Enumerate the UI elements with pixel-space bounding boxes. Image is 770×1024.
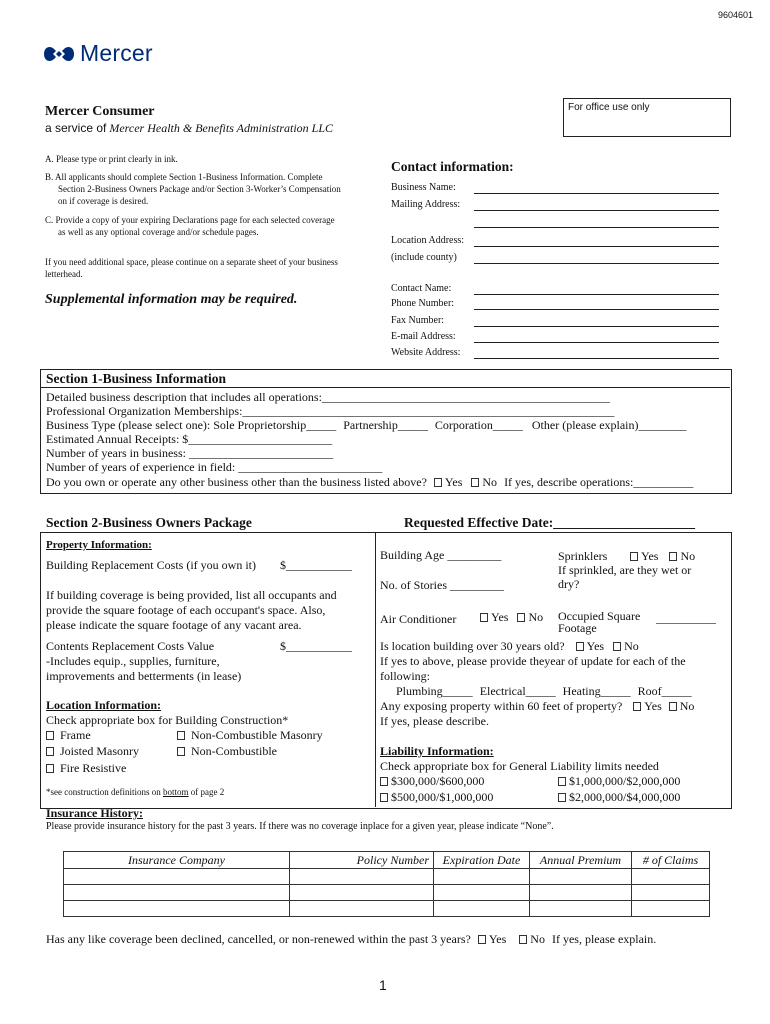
fire-resistive-option: Fire Resistive	[46, 761, 126, 776]
instruction-c1: C. Provide a copy of your expiring Declarations page for each selected coverage	[45, 215, 335, 225]
fire-resistive-checkbox[interactable]	[46, 764, 54, 773]
other-option[interactable]: Other (please explain)________	[531, 418, 687, 432]
if-building-text-3: please indicate the square footage of any vacant area.	[46, 618, 302, 632]
website-field[interactable]	[474, 358, 719, 359]
bottom-link[interactable]: bottom	[162, 787, 189, 797]
phone-field[interactable]	[474, 309, 719, 310]
instruction-a: A. Please type or print clearly in ink.	[45, 154, 178, 164]
table-cell[interactable]	[632, 869, 710, 885]
table-cell[interactable]	[434, 885, 530, 901]
frame-checkbox[interactable]	[46, 731, 54, 740]
policy-number-header: Policy Number	[290, 852, 434, 869]
years-in-business-field[interactable]: Number of years in business: ________________________	[46, 446, 333, 460]
business-name-field[interactable]	[474, 193, 719, 194]
claims-header: # of Claims	[632, 852, 710, 869]
location-info-heading: Location Information:	[46, 698, 161, 712]
exposing-yes-checkbox[interactable]	[633, 702, 641, 711]
noncombustible-checkbox[interactable]	[177, 747, 185, 756]
years-experience-field[interactable]: Number of years of experience in field: ________________________	[46, 460, 383, 474]
document-number: 9604601	[718, 10, 754, 20]
limit-500k-checkbox[interactable]	[380, 793, 388, 802]
table-row	[64, 869, 710, 885]
noncomb-option: Non-Combustible	[177, 744, 277, 759]
table-header-row	[64, 852, 710, 869]
joisted-masonry-checkbox[interactable]	[46, 747, 54, 756]
plumbing-field[interactable]: Plumbing_____	[396, 684, 473, 698]
describe-text: If yes, please describe.	[380, 714, 489, 728]
table-row	[64, 901, 710, 917]
joisted-option: Joisted Masonry	[46, 744, 139, 759]
fax-field[interactable]	[474, 326, 719, 327]
table-cell[interactable]	[64, 885, 290, 901]
other-business-no-checkbox[interactable]	[471, 478, 479, 487]
email-label: E-mail Address:	[391, 331, 456, 342]
table-cell[interactable]	[434, 901, 530, 917]
corporation-option[interactable]: Corporation_____	[434, 418, 523, 432]
contents-label-1: Contents Replacement Costs Value	[46, 639, 215, 653]
table-cell[interactable]	[530, 885, 632, 901]
insurance-company-header: Insurance Company	[64, 852, 290, 869]
property-info-heading: Property Information:	[46, 539, 152, 551]
limit-2m-checkbox[interactable]	[558, 793, 566, 802]
table-row	[64, 885, 710, 901]
construction-instruction: Check appropriate box for Building Construction*	[46, 713, 289, 727]
heating-field[interactable]: Heating_____	[562, 684, 631, 698]
other-business-yes-checkbox[interactable]	[434, 478, 442, 487]
instruction-b2: Section 2-Business Owners Package and/or Section 3-Worker’s Compensation	[58, 184, 341, 194]
table-cell[interactable]	[632, 885, 710, 901]
update-text-2: following:	[380, 669, 430, 683]
fax-label: Fax Number:	[391, 315, 445, 326]
occupied-square-label-2: Footage	[558, 621, 597, 635]
phone-label: Phone Number:	[391, 298, 455, 309]
website-label: Website Address:	[391, 347, 461, 358]
building-replacement-label: Building Replacement Costs (if you own it)	[46, 558, 256, 572]
instruction-c2: as well as any optional coverage and/or schedule pages.	[58, 227, 259, 237]
table-cell[interactable]	[64, 869, 290, 885]
business-type-row	[46, 418, 687, 433]
declined-no-checkbox[interactable]	[519, 935, 527, 944]
instruction-extra2: letterhead.	[45, 269, 83, 279]
frame-option: Frame	[46, 728, 91, 743]
instruction-b3: on if coverage is desired.	[58, 196, 149, 206]
over-30-no-checkbox[interactable]	[613, 642, 621, 651]
contents-label-2: -Includes equip., supplies, furniture,	[46, 654, 220, 668]
partnership-option[interactable]: Partnership_____	[343, 418, 428, 432]
table-cell[interactable]	[530, 869, 632, 885]
mercer-logo	[42, 40, 153, 67]
occupied-square-label-1: Occupied Square	[558, 609, 641, 623]
exposing-row: Any exposing property within 60 feet of property? Yes No	[380, 699, 695, 713]
air-conditioner-yes-checkbox[interactable]	[480, 613, 488, 622]
mercer-logo-icon	[42, 43, 76, 65]
table-cell[interactable]	[632, 901, 710, 917]
construction-definitions-note: *see construction definitions on bottom of page 2	[46, 787, 225, 797]
location-address-field-2[interactable]	[474, 263, 719, 264]
mailing-address-field-2[interactable]	[474, 227, 719, 228]
instruction-b1: B. All applicants should complete Section 1-Business Information. Complete	[45, 172, 323, 182]
annual-premium-header: Annual Premium	[530, 852, 632, 869]
occupied-square-field[interactable]: __________	[656, 611, 716, 625]
mailing-address-label: Mailing Address:	[391, 199, 461, 210]
insurance-history-table	[63, 851, 710, 917]
noncomb-masonry-option: Non-Combustible Masonry	[177, 728, 323, 743]
insurance-instruction: Please provide insurance history for the past 3 years. If there was no coverage inplace for a given year, please indicate “None”.	[46, 821, 554, 832]
contents-label-3: improvements and betterments (in lease)	[46, 669, 242, 683]
service-line: a service of Mercer Health & Benefits Administration LLC	[45, 121, 334, 135]
contact-name-field[interactable]	[474, 294, 719, 295]
update-years-row	[396, 684, 692, 699]
limit-300k-checkbox[interactable]	[380, 777, 388, 786]
contact-name-label: Contact Name:	[391, 283, 452, 294]
sprinklers-options: Yes No	[630, 549, 695, 564]
air-conditioner-options: Yes No	[480, 610, 543, 625]
effective-date-field[interactable]: Requested Effective Date:_____________________	[404, 515, 695, 530]
sprinklers-no-checkbox[interactable]	[669, 552, 677, 561]
sprinklers-label: Sprinklers	[558, 549, 608, 563]
supplemental-note: Supplemental information may be required.	[45, 292, 298, 307]
instruction-extra1: If you need additional space, please continue on a separate sheet of your business	[45, 257, 338, 267]
limit-500k-option: $500,000/$1,000,000	[380, 790, 493, 805]
location-address-field[interactable]	[474, 246, 719, 247]
liability-info-heading: Liability Information:	[380, 744, 494, 758]
page-number: 1	[379, 977, 387, 993]
mailing-address-field[interactable]	[474, 210, 719, 211]
business-description[interactable]: Detailed business description that includes all operations:________________________________________________	[46, 390, 610, 404]
liability-instruction: Check appropriate box for General Liability limits needed	[380, 759, 659, 773]
limit-300k-option: $300,000/$600,000	[380, 774, 484, 789]
limit-1m-checkbox[interactable]	[558, 777, 566, 786]
section2-divider	[375, 533, 376, 807]
contact-heading: Contact information:	[391, 159, 514, 174]
annual-receipts-field[interactable]: Estimated Annual Receipts: $________________________	[46, 432, 333, 446]
section1-divider	[41, 387, 730, 388]
sprinkled-question-2: dry?	[558, 577, 580, 591]
if-building-text-2: provide the square footage of each occupant's space. Also,	[46, 603, 326, 617]
electrical-field[interactable]: Electrical_____	[479, 684, 556, 698]
if-building-text-1: If building coverage is being provided, list all occupants and	[46, 588, 337, 602]
contents-replacement-field[interactable]: $___________	[280, 639, 352, 653]
declined-yes-checkbox[interactable]	[478, 935, 486, 944]
table-cell[interactable]	[530, 901, 632, 917]
other-business-row: Do you own or operate any other business other than the business listed above? Yes No If yes, describe operations:__________	[46, 475, 694, 489]
organization-memberships[interactable]: Professional Organization Memberships:______________________________________________________________	[46, 404, 615, 418]
noncombustible-masonry-checkbox[interactable]	[177, 731, 185, 740]
location-address-label: Location Address:	[391, 235, 465, 246]
update-text-1: If yes to above, please provide theyear of update for each of the	[380, 654, 686, 668]
sprinkled-question-1: If sprinkled, are they wet or	[558, 563, 692, 577]
table-cell[interactable]	[290, 869, 434, 885]
declined-row: Has any like coverage been declined, cancelled, or non-renewed within the past 3 years? Yes No If yes, please explain.	[46, 932, 657, 946]
sprinklers-yes-checkbox[interactable]	[630, 552, 638, 561]
business-name-label: Business Name:	[391, 182, 456, 193]
limit-2m-option: $2,000,000/$4,000,000	[558, 790, 680, 805]
air-conditioner-label: Air Conditioner	[380, 612, 457, 626]
table-cell[interactable]	[64, 901, 290, 917]
over-30-row: Is location building over 30 years old? Yes No	[380, 639, 639, 653]
over-30-yes-checkbox[interactable]	[576, 642, 584, 651]
sole-proprietorship-option[interactable]: Business Type (please select one): Sole Proprietorship_____	[46, 418, 337, 432]
describe-operations-field[interactable]: If yes, describe operations:__________	[504, 475, 694, 489]
insurance-history-heading: Insurance History:	[46, 806, 143, 820]
logo-wordmark: Mercer	[80, 40, 153, 66]
section2-heading: Section 2-Business Owners Package	[46, 515, 252, 530]
office-use-box: For office use only	[563, 98, 731, 137]
stories-field[interactable]: No. of Stories _________	[380, 578, 504, 592]
expiration-date-header: Expiration Date	[434, 852, 530, 869]
email-field[interactable]	[474, 342, 719, 343]
exposing-no-checkbox[interactable]	[669, 702, 677, 711]
air-conditioner-no-checkbox[interactable]	[517, 613, 525, 622]
table-cell[interactable]	[434, 869, 530, 885]
building-replacement-field[interactable]: $___________	[280, 558, 352, 572]
table-cell[interactable]	[290, 901, 434, 917]
building-age-field[interactable]: Building Age _________	[380, 548, 502, 562]
section1-heading: Section 1-Business Information	[46, 371, 227, 386]
limit-1m-option: $1,000,000/$2,000,000	[558, 774, 680, 789]
table-cell[interactable]	[290, 885, 434, 901]
roof-field[interactable]: Roof_____	[637, 684, 692, 698]
include-county-label: (include county)	[391, 252, 457, 263]
company-name: Mercer Consumer	[45, 104, 155, 119]
